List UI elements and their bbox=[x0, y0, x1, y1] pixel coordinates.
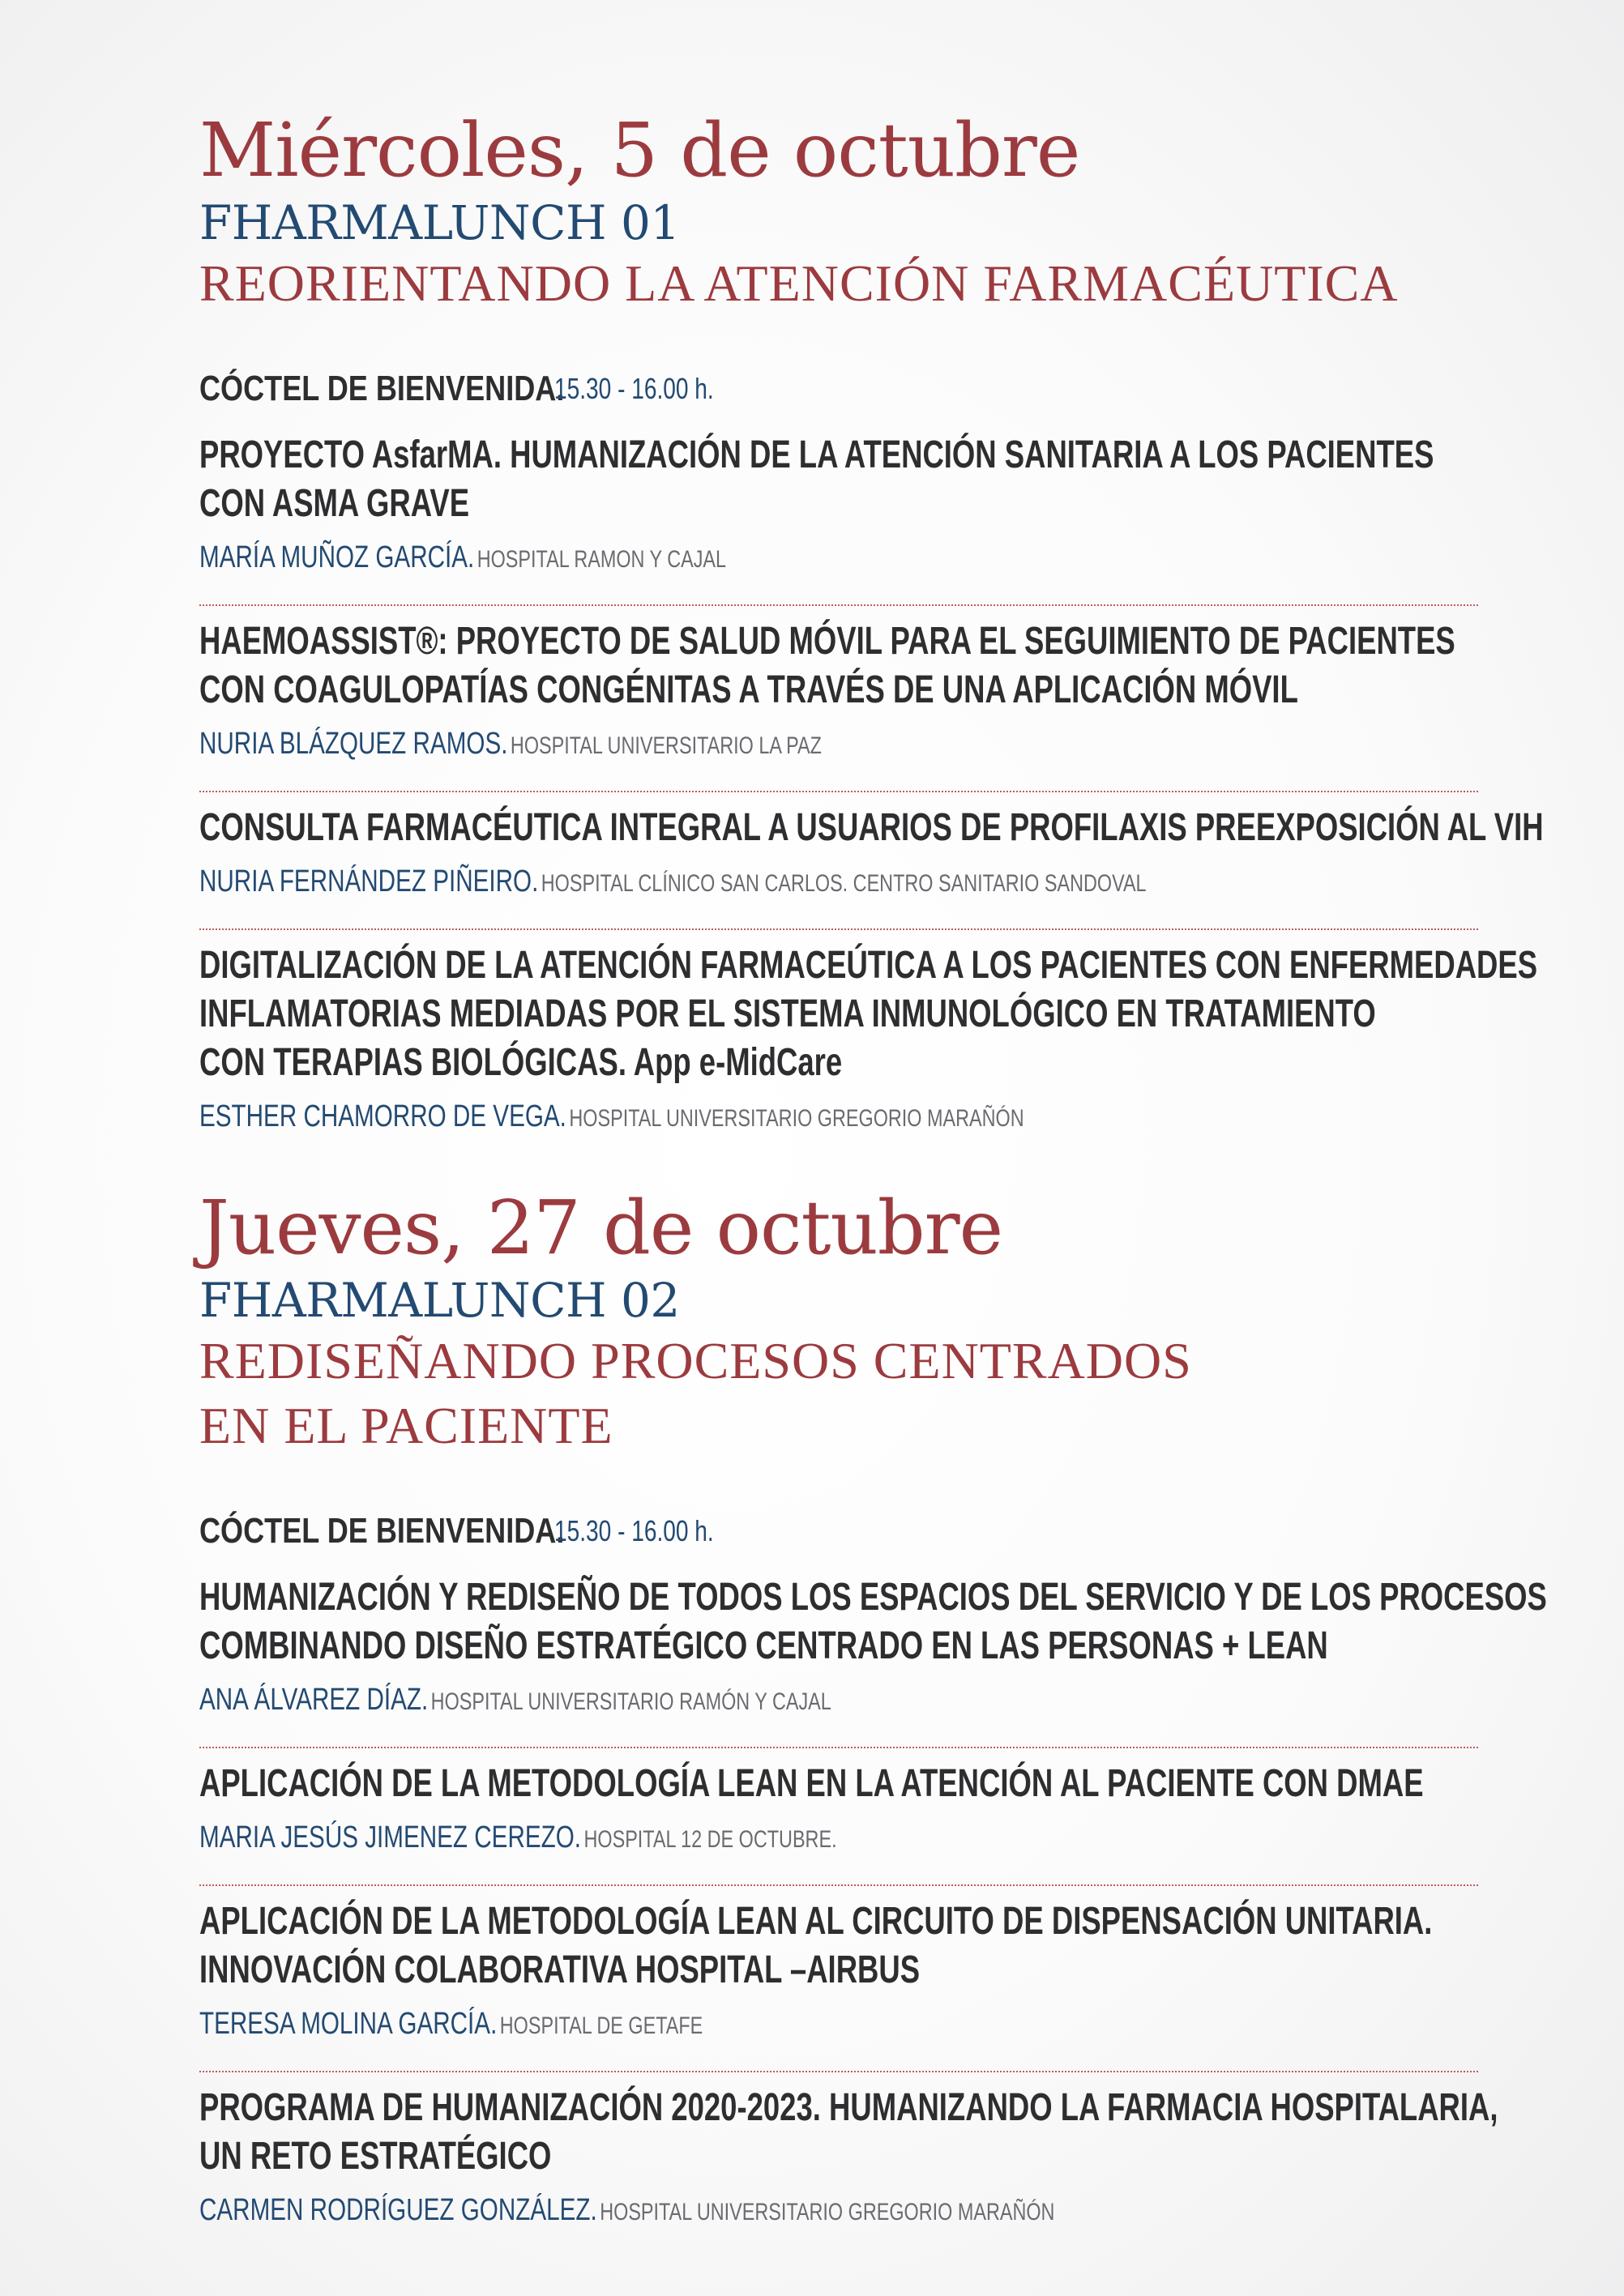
talk-item bbox=[199, 1760, 1593, 1873]
speaker-name: TERESA MOLINA GARCÍA. bbox=[199, 2007, 498, 2041]
session-2 bbox=[199, 1184, 1593, 2246]
speaker-name: NURIA FERNÁNDEZ PIÑEIRO. bbox=[199, 864, 539, 898]
talk-title-line: INNOVACIÓN COLABORATIVA HOSPITAL –AIRBUS bbox=[199, 1948, 921, 1991]
speaker-line bbox=[199, 1680, 1287, 1726]
divider bbox=[199, 1747, 1478, 1748]
speaker-hospital: HOSPITAL DE GETAFE bbox=[499, 2012, 703, 2039]
speaker-hospital: HOSPITAL UNIVERSITARIO LA PAZ bbox=[510, 732, 822, 759]
speaker-line bbox=[199, 538, 1287, 583]
talk-title-line: CON COAGULOPATÍAS CONGÉNITAS A TRAVÉS DE UNA APLICACIÓN MÓVIL bbox=[199, 668, 1298, 711]
talk-item bbox=[199, 804, 1593, 917]
speaker-name: CARMEN RODRÍGUEZ GONZÁLEZ. bbox=[199, 2193, 597, 2227]
speaker-name: MARIA JESÚS JIMENEZ CEREZO. bbox=[199, 1820, 582, 1854]
talk-title-line: COMBINANDO DISEÑO ESTRATÉGICO CENTRADO EN LAS PERSONAS + LEAN bbox=[199, 1624, 1328, 1667]
speaker-hospital: HOSPITAL RAMON Y CAJAL bbox=[477, 546, 727, 573]
speaker-hospital: HOSPITAL UNIVERSITARIO RAMÓN Y CAJAL bbox=[430, 1688, 831, 1715]
session-theme-line: REORIENTANDO LA ATENCIÓN FARMACÉUTICA bbox=[199, 254, 1399, 312]
talk-item bbox=[199, 941, 1593, 1152]
welcome-cocktail bbox=[199, 1507, 1593, 1556]
talk-title bbox=[199, 617, 1455, 715]
welcome-title: CÓCTEL DE BIENVENIDA. bbox=[199, 369, 565, 408]
divider bbox=[199, 1884, 1478, 1886]
talk-title-line: CONSULTA FARMACÉUTICA INTEGRAL A USUARIOS DE PROFILAXIS PREEXPOSICIÓN AL VIH bbox=[199, 806, 1544, 849]
talk-title bbox=[199, 941, 1538, 1087]
talk-title bbox=[199, 804, 1544, 852]
speaker-hospital: HOSPITAL UNIVERSITARIO GREGORIO MARAÑÓN bbox=[600, 2199, 1055, 2226]
speaker-name: NURIA BLÁZQUEZ RAMOS. bbox=[199, 727, 508, 761]
talk-title-line: DIGITALIZACIÓN DE LA ATENCIÓN FARMACEÚTICA A LOS PACIENTES CON ENFERMEDADES bbox=[199, 944, 1538, 987]
talk-title bbox=[199, 431, 1434, 528]
talk-title-line: HUMANIZACIÓN Y REDISEÑO DE TODOS LOS ESPACIOS DEL SERVICIO Y DE LOS PROCESOS bbox=[199, 1576, 1547, 1619]
talk-title-line: APLICACIÓN DE LA METODOLOGÍA LEAN EN LA ATENCIÓN AL PACIENTE CON DMAE bbox=[199, 1762, 1424, 1805]
speaker-name: ESTHER CHAMORRO DE VEGA. bbox=[199, 1099, 566, 1133]
talk-title bbox=[199, 1760, 1424, 1808]
speaker-line bbox=[199, 2004, 1287, 2050]
talk-title-line: UN RETO ESTRATÉGICO bbox=[199, 2135, 552, 2178]
talk-item bbox=[199, 2084, 1593, 2246]
session-series: FHARMALUNCH 02 bbox=[199, 1273, 680, 1328]
divider bbox=[199, 791, 1478, 792]
talk-title bbox=[199, 1897, 1433, 1995]
session-date: Jueves, 27 de octubre bbox=[199, 1184, 1003, 1271]
talk-item bbox=[199, 1573, 1593, 1735]
welcome-title: CÓCTEL DE BIENVENIDA. bbox=[199, 1511, 565, 1551]
talk-title-line: PROGRAMA DE HUMANIZACIÓN 2020-2023. HUMANIZANDO LA FARMACIA HOSPITALARIA, bbox=[199, 2086, 1498, 2129]
talk-title-line: APLICACIÓN DE LA METODOLOGÍA LEAN AL CIRCUITO DE DISPENSACIÓN UNITARIA. bbox=[199, 1900, 1433, 1943]
talk-title-line: PROYECTO AsfarMA. HUMANIZACIÓN DE LA ATENCIÓN SANITARIA A LOS PACIENTES bbox=[199, 433, 1434, 476]
welcome-cocktail bbox=[199, 365, 1593, 413]
talk-title-line: INFLAMATORIAS MEDIADAS POR EL SISTEMA INMUNOLÓGICO EN TRATAMIENTO bbox=[199, 992, 1376, 1035]
talk-item bbox=[199, 431, 1593, 593]
program-page bbox=[199, 0, 1593, 2296]
session-theme bbox=[199, 1329, 1593, 1458]
session-theme bbox=[199, 251, 1593, 316]
speaker-hospital: HOSPITAL CLÍNICO SAN CARLOS. CENTRO SANITARIO SANDOVAL bbox=[541, 870, 1147, 897]
session-series: FHARMALUNCH 01 bbox=[199, 195, 680, 250]
session-theme-line: REDISEÑANDO PROCESOS CENTRADOS bbox=[199, 1332, 1192, 1389]
speaker-hospital: HOSPITAL UNIVERSITARIO GREGORIO MARAÑÓN bbox=[569, 1105, 1024, 1132]
talk-title bbox=[199, 1573, 1547, 1671]
talk-item bbox=[199, 1897, 1593, 2059]
welcome-time: 15.30 - 16.00 h. bbox=[554, 372, 714, 405]
speaker-name: MARÍA MUÑOZ GARCÍA. bbox=[199, 540, 475, 574]
talk-item bbox=[199, 617, 1593, 779]
speaker-line bbox=[199, 1818, 1287, 1863]
welcome-time: 15.30 - 16.00 h. bbox=[554, 1514, 714, 1547]
talk-title-line: HAEMOASSIST®: PROYECTO DE SALUD MÓVIL PARA EL SEGUIMIENTO DE PACIENTES bbox=[199, 620, 1455, 663]
divider bbox=[199, 2071, 1478, 2072]
speaker-line bbox=[199, 2191, 1287, 2236]
talk-title bbox=[199, 2084, 1498, 2181]
session-1 bbox=[199, 107, 1593, 1152]
speaker-name: ANA ÁLVAREZ DÍAZ. bbox=[199, 1683, 429, 1717]
divider bbox=[199, 928, 1478, 930]
session-theme-line: EN EL PACIENTE bbox=[199, 1397, 613, 1454]
speaker-line bbox=[199, 724, 1287, 770]
speaker-line bbox=[199, 862, 1287, 907]
divider bbox=[199, 604, 1478, 606]
speaker-line bbox=[199, 1097, 1287, 1142]
session-date: Miércoles, 5 de octubre bbox=[199, 107, 1080, 194]
talk-title-line: CON ASMA GRAVE bbox=[199, 482, 470, 525]
speaker-hospital: HOSPITAL 12 DE OCTUBRE. bbox=[583, 1826, 837, 1853]
talk-title-line: CON TERAPIAS BIOLÓGICAS. App e-MidCare bbox=[199, 1041, 843, 1084]
